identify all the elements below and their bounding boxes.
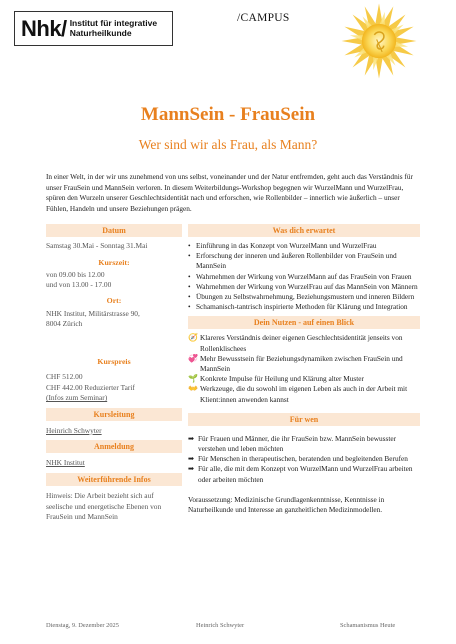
hands-icon: 👐 xyxy=(188,384,198,394)
list-item xyxy=(188,333,420,353)
intro-paragraph: In einer Welt, in der wir uns zunehmend von uns selbst, voneinander und der Natur entfremden, geht auch das Verständnis für unser FrauSein und MannSein verloren. In diesem Weiterbildungs-Workshop begegnen wir WurzelMann und WurzelFrau, spüren den Wurzeln unserer Geschlechtsidentität nach und erforschen, wie Rollenbilder – innerlich wie äußerlich – unser Fühlen, Handeln und unsere Beziehungen prägen. xyxy=(46,172,413,213)
ort-heading: Ort: xyxy=(106,295,122,305)
content-column xyxy=(188,224,420,515)
list-item xyxy=(188,384,420,404)
hinweis-text: Hinweis: Die Arbeit bezieht sich auf seelische und energetische Ebenen von FrauSein und MannSein xyxy=(46,490,162,522)
page-subtitle: Wer sind wir als Frau, als Mann? xyxy=(138,137,318,152)
logo-mark: Nhk/ xyxy=(21,15,67,41)
kurszeit-line-2: und von 13.00 - 17.00 xyxy=(46,280,112,290)
erwartet-heading: Was dich erwartet xyxy=(188,224,420,237)
footer-date: Dienstag, 9. Dezember 2025 xyxy=(46,622,119,629)
voraussetzung-text: Voraussetzung: Medizinische Grundlagenkenntnisse, Kenntnisse in Naturheilkunde und Interesse an ganzheitlichen Medizinmodellen. xyxy=(188,494,385,515)
datum-value: Samstag 30.Mai - Sonntag 31.Mai xyxy=(46,241,148,250)
list-item xyxy=(188,454,420,464)
benefit-text: Mehr Bewusstsein für Beziehungsdynamiken zwischen FrauSein und MannSein xyxy=(200,353,403,374)
logo-line-2: Naturheilkunde xyxy=(69,27,132,38)
compass-icon: 🧭 xyxy=(188,333,198,343)
seedling-icon: 🌱 xyxy=(188,374,198,384)
list-item xyxy=(188,354,420,374)
campus-label: /CAMPUS xyxy=(237,12,290,24)
sun-logo-icon xyxy=(340,2,418,80)
ort-line-1: NHK Institut, Militärstrasse 90, xyxy=(46,308,140,318)
list-item: • Einführung in das Konzept von WurzelMann und WurzelFrau xyxy=(188,241,420,251)
kurszeit-heading: Kurszeit: xyxy=(98,257,130,267)
list-item xyxy=(188,464,420,484)
preis-line-1: CHF 512.00 xyxy=(46,371,83,381)
list-item xyxy=(188,434,420,454)
seminar-info-link[interactable]: (Infos zum Seminar) xyxy=(46,393,108,403)
logo-line-1: Institut für integrative xyxy=(69,18,158,28)
anmeldung-heading: Anmeldung xyxy=(46,440,182,453)
footer-author: Heinrich Schwyter xyxy=(196,622,245,629)
target-group-text: Für Frauen und Männer, die ihr FrauSein bzw. MannSein bewusster verstehen und leben möchten xyxy=(198,433,397,454)
list-item xyxy=(188,374,420,384)
list-item: • Übungen zu Selbstwahrnehmung, Beziehungsmustern und inneren Bildern xyxy=(188,292,420,302)
hearts-icon: 💞 xyxy=(188,353,198,363)
list-item: • Wahrnehmen der Wirkung von WurzelMann auf das FrauSein von Frauen xyxy=(188,272,420,282)
fuer-wen-heading: Für wen xyxy=(188,413,420,426)
weiterfuehrende-infos-heading: Weiterführende Infos xyxy=(46,473,182,486)
page-title: MannSein - FrauSein xyxy=(140,104,316,125)
list-item: • Schamanisch-tantrisch inspirierte Methoden für Klärung und Integration xyxy=(188,302,420,312)
erwartet-list xyxy=(188,241,420,312)
kursleitung-heading: Kursleitung xyxy=(46,408,182,421)
list-item: • Wahrnehmen der Wirkung von WurzelFrau auf das MannSein von Männern xyxy=(188,282,420,292)
logo-text xyxy=(70,19,157,38)
kurspreis-heading: Kurspreis xyxy=(97,356,131,366)
kurszeit-line-1: von 09.00 bis 12.00 xyxy=(46,269,105,279)
footer-category: Schamanismus Heute xyxy=(340,622,396,629)
kursleitung-link[interactable]: Heinrich Schwyter xyxy=(46,425,102,435)
nutzen-list xyxy=(188,333,420,404)
benefit-text: Konkrete Impulse für Heilung und Klärung alter Muster xyxy=(200,374,364,384)
preis-line-2: CHF 442.00 Reduzierter Tarif xyxy=(46,382,135,392)
arrow-right-icon: ➡ xyxy=(188,454,195,464)
nhk-logo xyxy=(14,11,173,46)
datum-heading: Datum xyxy=(46,224,182,237)
list-item: • Erforschung der inneren und äußeren Rollenbilder von FrauSein und MannSein xyxy=(188,251,420,271)
fuer-wen-list xyxy=(188,434,420,485)
info-column xyxy=(46,224,182,523)
benefit-text: Klareres Verständnis deiner eigenen Geschlechtsidentität jenseits von Rollenklischees xyxy=(200,333,403,353)
target-group-text: Für Menschen in therapeutischen, beratenden und begleitenden Berufen xyxy=(198,454,408,464)
arrow-right-icon: ➡ xyxy=(188,433,195,443)
ort-line-2: 8004 Zürich xyxy=(46,319,83,329)
arrow-right-icon: ➡ xyxy=(188,464,195,474)
nutzen-heading: Dein Nutzen - auf einen Blick xyxy=(188,316,420,329)
anmeldung-link[interactable]: NHK Institut xyxy=(46,458,85,468)
target-group-text: Für alle, die mit dem Konzept von WurzelMann und WurzelFrau arbeiten oder arbeiten möchten xyxy=(198,464,413,484)
benefit-text: Werkzeuge, die du sowohl im eigenen Leben als auch in der Arbeit mit Klient:innen anwenden kannst xyxy=(200,384,408,404)
